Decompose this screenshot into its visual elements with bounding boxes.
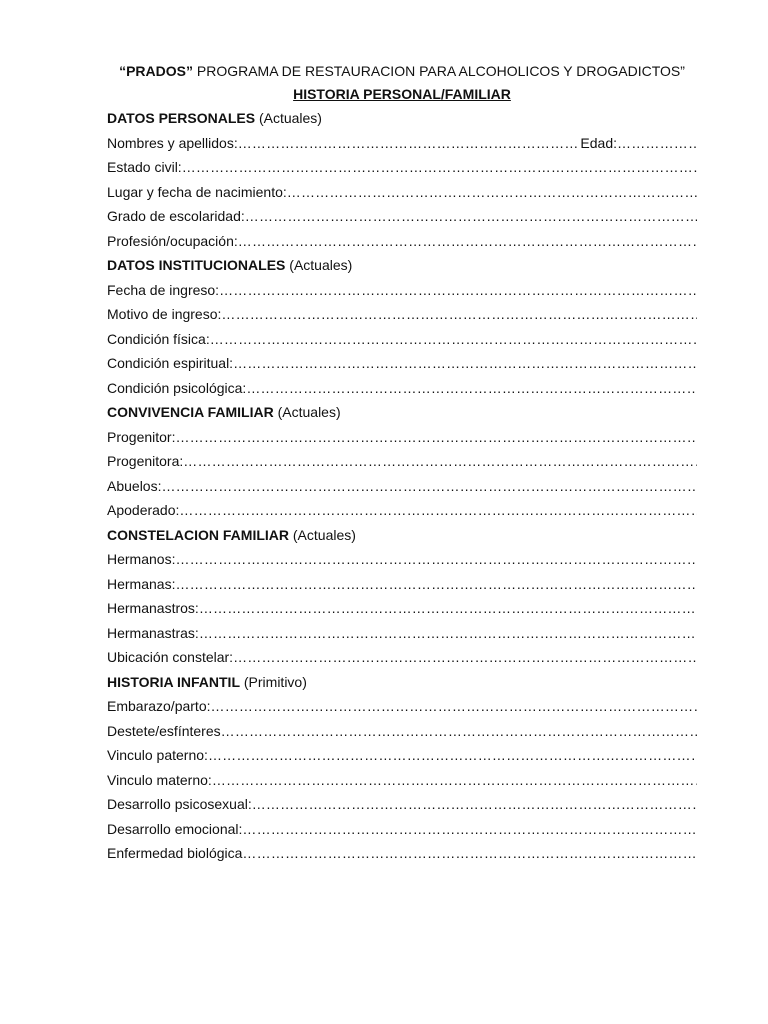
field-label: Motivo de ingreso: <box>107 306 222 322</box>
fill-line[interactable] <box>161 474 697 499</box>
field-ubicacion-constelar <box>107 645 697 670</box>
fill-line[interactable] <box>208 743 697 768</box>
field-vinculo-materno <box>107 768 697 793</box>
field-label: Desarrollo psicosexual: <box>107 796 252 812</box>
section-title: CONVIVENCIA FAMILIAR <box>107 404 274 420</box>
field-hermanastros <box>107 596 697 621</box>
field-label: Profesión/ocupación: <box>107 232 238 249</box>
field-label: Grado de escolaridad: <box>107 208 245 224</box>
fill-line-nombres[interactable] <box>238 131 581 156</box>
field-label: Estado civil: <box>107 159 182 175</box>
fill-line[interactable] <box>175 572 697 597</box>
field-embarazo-parto <box>107 694 697 719</box>
section-qualifier: (Actuales) <box>255 110 322 126</box>
field-hermanas <box>107 572 697 597</box>
fill-line[interactable] <box>242 817 697 842</box>
field-label: Condición física: <box>107 330 210 347</box>
fill-line[interactable] <box>211 694 698 719</box>
form-page <box>107 60 697 866</box>
fill-line[interactable] <box>199 596 697 621</box>
fill-line[interactable] <box>182 155 697 180</box>
field-fecha-ingreso <box>107 278 697 303</box>
field-label: Condición psicológica: <box>107 379 247 396</box>
section-heading-constelacion-familiar <box>107 523 697 548</box>
section-qualifier: (Actuales) <box>273 404 341 420</box>
field-label: Fecha de ingreso: <box>107 281 220 298</box>
fill-line[interactable] <box>199 621 697 646</box>
fill-line[interactable] <box>287 180 697 205</box>
fill-line[interactable] <box>238 229 697 254</box>
fill-line[interactable] <box>212 768 697 793</box>
section-qualifier: (Actuales) <box>289 526 356 543</box>
field-desarrollo-psicosexual <box>107 792 697 817</box>
field-label: Vinculo paterno: <box>107 747 208 763</box>
field-progenitora <box>107 449 697 474</box>
field-nombres-edad <box>107 131 697 156</box>
field-label: Desarrollo emocional: <box>107 820 243 837</box>
field-label-nombres: Nombres y apellidos: <box>107 134 238 151</box>
section-qualifier: (Primitivo) <box>240 673 307 690</box>
section-heading-datos-personales <box>107 106 697 131</box>
fill-line[interactable] <box>242 841 697 866</box>
fill-line[interactable] <box>175 547 697 572</box>
field-label: Ubicación constelar: <box>107 649 234 665</box>
section-title: CONSTELACION FAMILIAR <box>107 526 289 543</box>
section-title: DATOS INSTITUCIONALES <box>107 257 286 273</box>
field-label: Hermanas: <box>107 575 176 592</box>
field-label: Vinculo materno: <box>107 771 212 788</box>
field-label: Hermanastras: <box>107 624 199 641</box>
field-label: Abuelos: <box>107 477 162 494</box>
document-title <box>107 60 697 82</box>
fill-line[interactable] <box>233 645 697 670</box>
field-abuelos <box>107 474 697 499</box>
fill-line[interactable] <box>245 204 697 229</box>
field-desarrollo-emocional <box>107 817 697 842</box>
title-rest: PROGRAMA DE RESTAURACION PARA ALCOHOLICOS Y DROGADICTOS” <box>192 63 685 79</box>
field-condicion-fisica <box>107 327 697 352</box>
field-label: Progenitor: <box>107 428 176 445</box>
fill-line[interactable] <box>221 302 697 327</box>
fill-line[interactable] <box>233 351 697 376</box>
field-grado-escolaridad <box>107 204 697 229</box>
field-motivo-ingreso <box>107 302 697 327</box>
section-heading-historia-infantil <box>107 670 697 695</box>
field-label: Hermanos: <box>107 551 176 567</box>
field-condicion-psicologica <box>107 376 697 401</box>
fill-line[interactable] <box>252 792 697 817</box>
section-heading-datos-institucionales <box>107 253 697 278</box>
field-estado-civil <box>107 155 697 180</box>
field-label: Condición espiritual: <box>107 355 234 371</box>
field-label: Progenitora: <box>107 453 184 469</box>
fill-line[interactable] <box>179 498 697 523</box>
field-destete <box>107 719 697 744</box>
field-lugar-fecha-nacimiento <box>107 180 697 205</box>
field-vinculo-paterno <box>107 743 697 768</box>
field-label: Embarazo/parto: <box>107 698 211 714</box>
section-title: DATOS PERSONALES <box>107 110 256 126</box>
field-condicion-espiritual <box>107 351 697 376</box>
fill-line[interactable] <box>219 278 697 303</box>
fill-line[interactable] <box>210 327 697 352</box>
field-apoderado <box>107 498 697 523</box>
fill-line[interactable] <box>221 719 697 744</box>
document-subtitle: HISTORIA PERSONAL/FAMILIAR <box>293 86 511 102</box>
field-enfermedad-biologica <box>107 841 697 866</box>
field-progenitor <box>107 425 697 450</box>
field-hermanastras <box>107 621 697 646</box>
field-label: Lugar y fecha de nacimiento: <box>107 183 287 200</box>
field-hermanos <box>107 547 697 572</box>
section-heading-convivencia-familiar <box>107 400 697 425</box>
field-label-edad: Edad: <box>580 134 617 151</box>
fill-line-edad[interactable] <box>617 131 697 156</box>
field-label: Hermanastros: <box>107 600 199 616</box>
title-bold: “PRADOS” <box>119 63 193 79</box>
field-label: Apoderado: <box>107 502 180 518</box>
fill-line[interactable] <box>246 376 697 401</box>
field-profesion <box>107 229 697 254</box>
section-title: HISTORIA INFANTIL <box>107 673 240 690</box>
field-label: Destete/esfínteres <box>107 722 221 739</box>
fill-line[interactable] <box>183 449 697 474</box>
field-label: Enfermedad biológica <box>107 845 243 861</box>
section-qualifier: (Actuales) <box>285 257 353 273</box>
fill-line[interactable] <box>175 425 697 450</box>
